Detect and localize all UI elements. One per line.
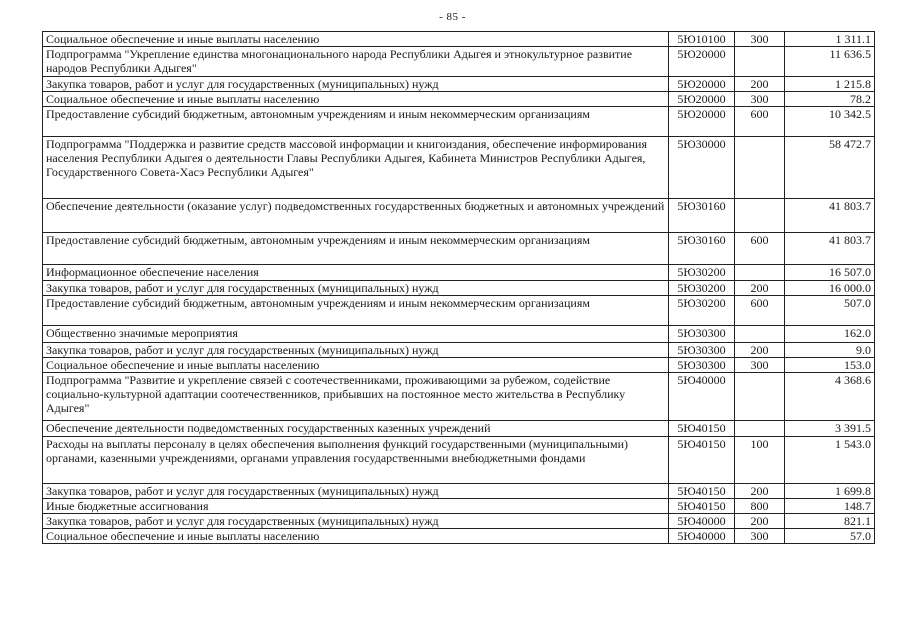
row-sum: 16 507.0 [785,265,875,281]
row-code: 5Ю40000 [669,529,735,544]
row-sum: 41 803.7 [785,199,875,233]
table-row [43,358,875,373]
row-sum: 10 342.5 [785,107,875,137]
row-name: Общественно значимые мероприятия [43,326,669,343]
row-expense-type [735,265,785,281]
row-expense-type: 300 [735,358,785,373]
table-row [43,32,875,47]
row-expense-type: 600 [735,107,785,137]
row-name: Закупка товаров, работ и услуг для государственных (муниципальных) нужд [43,281,669,296]
row-sum: 1 699.8 [785,484,875,499]
row-code: 5Ю40150 [669,499,735,514]
table-row [43,529,875,544]
row-name: Подпрограмма "Развитие и укрепление связей с соотечественниками, проживающими за рубежом, содействие социально-культурной адаптации соотечественников, прибывших на постоянное место жительства в Республику Адыгея" [43,373,669,421]
table-row [43,421,875,437]
row-expense-type: 100 [735,437,785,484]
row-sum: 78.2 [785,92,875,107]
row-code: 5Ю30300 [669,358,735,373]
row-code: 5Ю30200 [669,296,735,326]
row-expense-type: 200 [735,281,785,296]
row-sum: 57.0 [785,529,875,544]
row-sum: 58 472.7 [785,137,875,199]
row-name: Социальное обеспечение и иные выплаты населению [43,92,669,107]
row-name: Информационное обеспечение населения [43,265,669,281]
row-expense-type: 300 [735,32,785,47]
row-code: 5Ю30160 [669,199,735,233]
row-sum: 1 311.1 [785,32,875,47]
row-name: Подпрограмма "Укрепление единства многонационального народа Республики Адыгея и этнокультурное развитие народов Республики Адыгея" [43,47,669,77]
row-code: 5Ю40150 [669,484,735,499]
row-sum: 821.1 [785,514,875,529]
row-code: 5Ю30200 [669,265,735,281]
row-expense-type [735,199,785,233]
row-expense-type: 800 [735,499,785,514]
row-name: Подпрограмма "Поддержка и развитие средств массовой информации и книгоиздания, обеспечение информирования населения Республики Адыгея о деятельности Главы Республики Адыгея, Кабинета Министров Республики Адыгея, Государственного Совета-Хасэ Республики Адыгея" [43,137,669,199]
row-name: Социальное обеспечение и иные выплаты населению [43,358,669,373]
row-code: 5Ю10100 [669,32,735,47]
table-row [43,296,875,326]
table-row [43,92,875,107]
row-code: 5Ю30000 [669,137,735,199]
row-expense-type: 300 [735,529,785,544]
row-code: 5Ю40150 [669,437,735,484]
table-row [43,281,875,296]
row-expense-type [735,326,785,343]
row-expense-type: 200 [735,77,785,92]
row-sum: 9.0 [785,343,875,358]
row-name: Предоставление субсидий бюджетным, автономным учреждениям и иным некоммерческим организациям [43,296,669,326]
row-sum: 16 000.0 [785,281,875,296]
row-sum: 4 368.6 [785,373,875,421]
table-row [43,514,875,529]
row-expense-type [735,421,785,437]
row-expense-type: 600 [735,296,785,326]
row-name: Предоставление субсидий бюджетным, автономным учреждениям и иным некоммерческим организациям [43,233,669,265]
row-name: Обеспечение деятельности (оказание услуг) подведомственных государственных бюджетных и автономных учреждений [43,199,669,233]
row-sum: 148.7 [785,499,875,514]
table-row [43,484,875,499]
row-code: 5Ю20000 [669,77,735,92]
table-row [43,499,875,514]
row-code: 5Ю30160 [669,233,735,265]
row-code: 5Ю40000 [669,514,735,529]
row-expense-type: 600 [735,233,785,265]
table-row [43,137,875,199]
row-code: 5Ю40150 [669,421,735,437]
row-name: Социальное обеспечение и иные выплаты населению [43,529,669,544]
table-row [43,265,875,281]
table-row [43,47,875,77]
row-expense-type: 300 [735,92,785,107]
table-row [43,437,875,484]
row-sum: 162.0 [785,326,875,343]
row-expense-type [735,373,785,421]
row-sum: 1 215.8 [785,77,875,92]
row-name: Закупка товаров, работ и услуг для государственных (муниципальных) нужд [43,484,669,499]
row-sum: 507.0 [785,296,875,326]
row-sum: 1 543.0 [785,437,875,484]
row-code: 5Ю30300 [669,343,735,358]
row-sum: 153.0 [785,358,875,373]
row-name: Закупка товаров, работ и услуг для государственных (муниципальных) нужд [43,514,669,529]
row-code: 5Ю30300 [669,326,735,343]
row-code: 5Ю20000 [669,92,735,107]
row-name: Иные бюджетные ассигнования [43,499,669,514]
budget-table [42,31,875,544]
row-name: Закупка товаров, работ и услуг для государственных (муниципальных) нужд [43,343,669,358]
row-name: Закупка товаров, работ и услуг для государственных (муниципальных) нужд [43,77,669,92]
row-code: 5Ю20000 [669,107,735,137]
table-row [43,107,875,137]
row-expense-type: 200 [735,484,785,499]
table-row [43,77,875,92]
row-expense-type [735,137,785,199]
table-row [43,326,875,343]
row-code: 5Ю30200 [669,281,735,296]
row-expense-type [735,47,785,77]
row-code: 5Ю20000 [669,47,735,77]
table-row [43,343,875,358]
row-code: 5Ю40000 [669,373,735,421]
row-name: Социальное обеспечение и иные выплаты населению [43,32,669,47]
page-number: - 85 - [439,11,466,23]
row-sum: 3 391.5 [785,421,875,437]
row-sum: 11 636.5 [785,47,875,77]
row-name: Расходы на выплаты персоналу в целях обеспечения выполнения функций государственными (муниципальными) органами, казенными учреждениями, органами управления государственными внебюджетными фондами [43,437,669,484]
table-row [43,233,875,265]
row-name: Обеспечение деятельности подведомственных государственных казенных учреждений [43,421,669,437]
table-row [43,373,875,421]
row-expense-type: 200 [735,343,785,358]
row-name: Предоставление субсидий бюджетным, автономным учреждениям и иным некоммерческим организациям [43,107,669,137]
table-row [43,199,875,233]
row-expense-type: 200 [735,514,785,529]
row-sum: 41 803.7 [785,233,875,265]
